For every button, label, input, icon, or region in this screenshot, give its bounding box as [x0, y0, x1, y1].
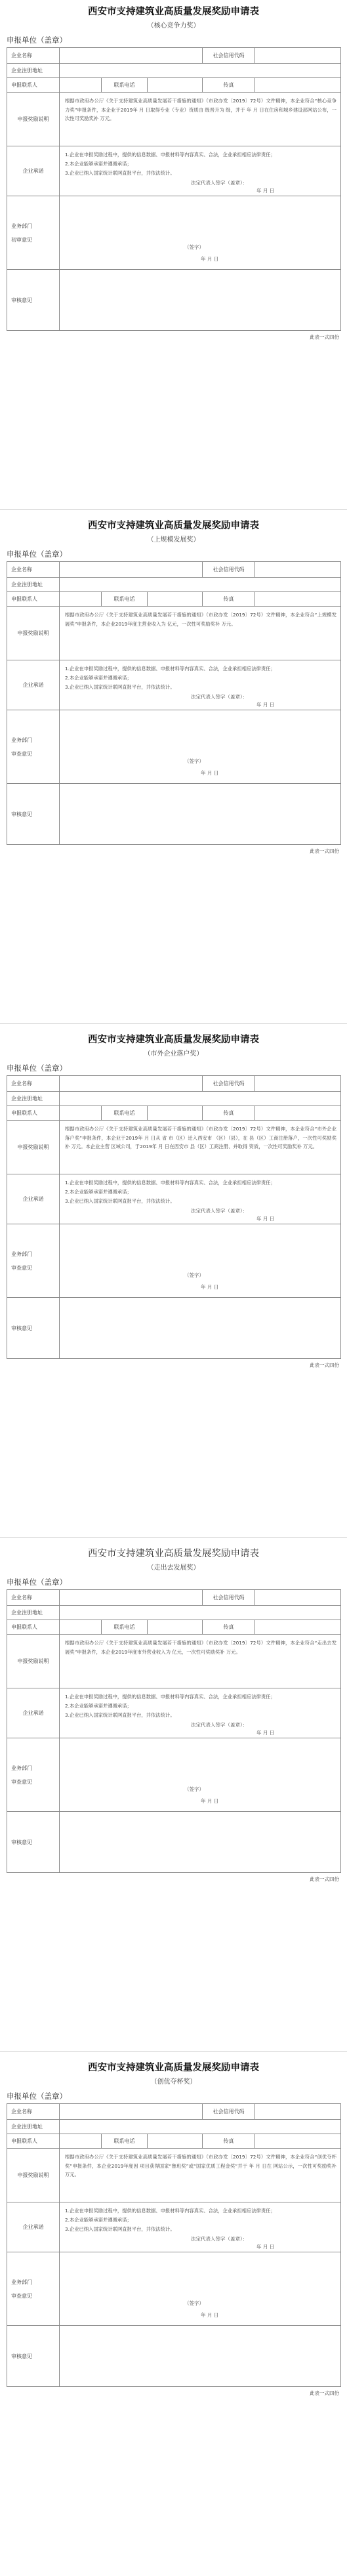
department-sign: （签字） [184, 244, 204, 250]
department-opinion-field[interactable] [60, 1738, 340, 1811]
form-separator [0, 1537, 347, 1538]
form-title: 西安市支持建筑业高质量发展奖励申请表 [88, 1034, 259, 1045]
credit-code-label: 社会信用代码 [203, 562, 255, 577]
review-opinion-field[interactable] [60, 2326, 340, 2386]
commitment-label: 企业承诺 [7, 1688, 60, 1738]
company-name-field[interactable] [60, 48, 203, 63]
commitment-item: 3.企业已纳入国家统计联网直报平台，并依法统计。 [65, 2226, 175, 2232]
form-subtitle: （市外企业落户奖） [144, 1050, 203, 1058]
department-opinion-label-line: 业务部门 [11, 223, 32, 229]
department-opinion-row [7, 1738, 340, 1812]
reward-reason-cell [60, 607, 340, 660]
commitment-label: 企业承诺 [7, 660, 60, 710]
company-name-row [7, 1590, 340, 1606]
company-name-label: 企业名称 [7, 1076, 60, 1091]
department-opinion-label-line: 初审意见 [11, 236, 32, 243]
review-opinion-label: 审核意见 [7, 270, 60, 330]
department-sign: （签字） [184, 1786, 204, 1792]
commitment-label: 企业承诺 [7, 1174, 60, 1224]
commitment-row [7, 2202, 340, 2252]
company-name-field[interactable] [60, 2104, 203, 2119]
registered-address-field[interactable] [60, 1606, 340, 1620]
credit-code-field[interactable] [255, 2104, 340, 2119]
company-name-label: 企业名称 [7, 562, 60, 577]
review-opinion-field[interactable] [60, 270, 340, 330]
applicant-unit-label: 申报单位（盖章） [7, 35, 67, 45]
review-opinion-row [7, 270, 340, 330]
form-subtitle: （核心竞争力奖） [147, 22, 200, 30]
department-opinion-row [7, 2252, 340, 2326]
address-row [7, 1606, 340, 1620]
commitment-cell [60, 1688, 340, 1738]
phone-field[interactable] [148, 1106, 203, 1120]
address-row [7, 2120, 340, 2134]
department-opinion-label-line: 业务部门 [11, 2279, 32, 2285]
registered-address-field[interactable] [60, 2120, 340, 2134]
reward-reason-cell [60, 2149, 340, 2202]
commitment-cell [60, 2202, 340, 2252]
copies-note: 此表一式四份 [310, 1876, 339, 1882]
commitment-item: 3.企业已纳入国家统计联网直报平台，并依法统计。 [65, 170, 175, 176]
review-opinion-label: 审核意见 [7, 2326, 60, 2386]
contact-person-field[interactable] [60, 78, 102, 92]
reward-reason-cell [60, 1635, 340, 1688]
commitment-row [7, 146, 340, 196]
registered-address-label: 企业注册地址 [7, 1092, 60, 1106]
fax-field[interactable] [255, 2134, 340, 2148]
reward-reason-row [7, 1635, 340, 1688]
company-name-row [7, 2104, 340, 2120]
department-sign: （签字） [184, 2300, 204, 2306]
department-opinion-label-line: 审查意见 [11, 750, 32, 757]
contact-row [7, 592, 340, 607]
reward-reason-label: 申报奖励说明 [7, 93, 60, 146]
form-table [7, 2103, 341, 2387]
legal-representative-sign: 法定代表人签字（盖章）： [191, 1208, 248, 1214]
form-table [7, 47, 341, 331]
department-date: 年 月 日 [201, 2312, 219, 2318]
legal-representative-sign: 法定代表人签字（盖章）： [191, 1722, 248, 1728]
copies-note: 此表一式四份 [310, 2390, 339, 2396]
company-name-field[interactable] [60, 1590, 203, 1605]
legal-representative-sign: 法定代表人签字（盖章）： [191, 180, 248, 186]
phone-field[interactable] [148, 2134, 203, 2148]
fax-label: 传真 [203, 2134, 255, 2148]
company-name-label: 企业名称 [7, 48, 60, 63]
fax-field[interactable] [255, 78, 340, 92]
form-separator [0, 1023, 347, 1024]
company-name-field[interactable] [60, 1076, 203, 1091]
commitment-cell [60, 1174, 340, 1224]
reward-reason-label: 申报奖励说明 [7, 1635, 60, 1688]
department-opinion-label [7, 1738, 60, 1811]
department-opinion-field[interactable] [60, 196, 340, 269]
department-opinion-row [7, 710, 340, 784]
copies-note: 此表一式四份 [310, 1362, 339, 1368]
fax-label: 传真 [203, 1106, 255, 1120]
registered-address-field[interactable] [60, 1092, 340, 1106]
form-title: 西安市支持建筑业高质量发展奖励申请表 [88, 1549, 259, 1559]
form-separator [0, 509, 347, 510]
department-opinion-label-line: 审查意见 [11, 1778, 32, 1785]
contact-person-label: 申报联系人 [7, 2134, 60, 2148]
department-date: 年 月 日 [201, 770, 219, 776]
reward-reason-row [7, 1121, 340, 1174]
department-opinion-row [7, 1224, 340, 1298]
application-form [0, 1028, 347, 1540]
department-opinion-row [7, 196, 340, 270]
department-opinion-label-line: 业务部门 [11, 737, 32, 743]
company-name-row [7, 562, 340, 578]
registered-address-label: 企业注册地址 [7, 578, 60, 591]
department-opinion-label-line: 审查意见 [11, 1264, 32, 1271]
credit-code-label: 社会信用代码 [203, 48, 255, 63]
department-opinion-label [7, 710, 60, 783]
phone-label: 联系电话 [102, 1106, 148, 1120]
commitment-item: 3.企业已纳入国家统计联网直报平台，并依法统计。 [65, 684, 175, 690]
contact-row [7, 78, 340, 93]
review-opinion-field[interactable] [60, 784, 340, 844]
contact-person-label: 申报联系人 [7, 1620, 60, 1634]
applicant-unit-label: 申报单位（盖章） [7, 549, 67, 559]
review-opinion-label: 审核意见 [7, 1298, 60, 1358]
registered-address-label: 企业注册地址 [7, 2120, 60, 2134]
reward-reason-row [7, 93, 340, 146]
applicant-unit-label: 申报单位（盖章） [7, 2092, 67, 2101]
department-sign: （签字） [184, 1272, 204, 1278]
fax-field[interactable] [255, 1620, 340, 1634]
legal-representative-date: 年 月 日 [256, 702, 275, 708]
department-opinion-field[interactable] [60, 710, 340, 783]
form-separator [0, 2051, 347, 2052]
company-name-label: 企业名称 [7, 1590, 60, 1605]
form-subtitle: （走出去发展奖） [147, 1564, 200, 1572]
department-sign: （签字） [184, 758, 204, 764]
reward-reason-cell [60, 93, 340, 146]
fax-label: 传真 [203, 592, 255, 606]
company-name-row [7, 48, 340, 64]
review-opinion-label: 审核意见 [7, 1812, 60, 1872]
application-form [0, 514, 347, 1026]
commitment-item: 1.企业在申报奖励过程中，提供的信息数据、申报材料等内容真实、合法，企业承担相应法律责任； [65, 152, 276, 158]
fax-field[interactable] [255, 592, 340, 606]
fax-label: 传真 [203, 1620, 255, 1634]
department-opinion-label-line: 业务部门 [11, 1765, 32, 1771]
department-opinion-label-line: 审查意见 [11, 2292, 32, 2299]
reward-reason-row [7, 607, 340, 660]
reward-reason-label: 申报奖励说明 [7, 1121, 60, 1174]
review-opinion-field[interactable] [60, 1812, 340, 1872]
commitment-row [7, 660, 340, 710]
phone-field[interactable] [148, 592, 203, 606]
department-date: 年 月 日 [201, 256, 219, 262]
reward-reason-row [7, 2149, 340, 2202]
copies-note: 此表一式四份 [310, 334, 339, 340]
contact-row [7, 1106, 340, 1121]
review-opinion-row [7, 1812, 340, 1872]
contact-row [7, 2134, 340, 2149]
reward-reason-text: 根据市政府办公厅《关于支持建筑业高质量发展若干措施的通知》（市政办发〔2019〕72号）文件精神，本企业符合“核心竞争力奖”申报条件，本企业于2019年 月 日取得专业（专业）资质由 级晋升为 级，并于 年 月 日在住房和城乡建设部网站公布，一次性可奖励奖补 万元。 [65, 98, 337, 121]
form-subtitle: （创优夺杯奖） [150, 2078, 197, 2086]
reward-reason-cell [60, 1121, 340, 1174]
applicant-unit-label: 申报单位（盖章） [7, 1578, 67, 1587]
department-date: 年 月 日 [201, 1284, 219, 1290]
copies-note: 此表一式四份 [310, 848, 339, 854]
credit-code-label: 社会信用代码 [203, 1590, 255, 1605]
registered-address-label: 企业注册地址 [7, 64, 60, 77]
legal-representative-date: 年 月 日 [256, 188, 275, 194]
registered-address-label: 企业注册地址 [7, 1606, 60, 1620]
contact-person-label: 申报联系人 [7, 78, 60, 92]
credit-code-field[interactable] [255, 48, 340, 63]
phone-label: 联系电话 [102, 592, 148, 606]
commitment-item: 1.企业在申报奖励过程中，提供的信息数据、申报材料等内容真实、合法，企业承担相应法律责任； [65, 1694, 276, 1700]
form-table [7, 561, 341, 845]
commitment-item: 2.本企业能够承诺并遵循承诺； [65, 1703, 132, 1709]
department-opinion-label [7, 1224, 60, 1297]
department-opinion-field[interactable] [60, 2252, 340, 2325]
commitment-item: 3.企业已纳入国家统计联网直报平台，并依法统计。 [65, 1712, 175, 1718]
legal-representative-date: 年 月 日 [256, 1216, 275, 1222]
registered-address-field[interactable] [60, 64, 340, 77]
phone-label: 联系电话 [102, 78, 148, 92]
legal-representative-sign: 法定代表人签字（盖章）： [191, 694, 248, 700]
form-title: 西安市支持建筑业高质量发展奖励申请表 [88, 2062, 259, 2073]
address-row [7, 1092, 340, 1106]
contact-person-field[interactable] [60, 2134, 102, 2148]
commitment-row [7, 1174, 340, 1224]
commitment-row [7, 1688, 340, 1738]
contact-person-label: 申报联系人 [7, 592, 60, 606]
commitment-item: 1.企业在申报奖励过程中，提供的信息数据、申报材料等内容真实、合法，企业承担相应法律责任； [65, 2208, 276, 2214]
fax-label: 传真 [203, 78, 255, 92]
reward-reason-text: 根据市政府办公厅《关于支持建筑业高质量发展若干措施的通知》（市政办发〔2019〕72号）文件精神，本企业符合“走出去发展奖”申报条件，本企业2019年度市外营业收入为 亿元，一次性可奖励奖补 万元。 [65, 1640, 337, 1655]
reward-reason-text: 根据市政府办公厅《关于支持建筑业高质量发展若干措施的通知》（市政办发〔2019〕72号）文件精神，本企业符合“市外企业落户奖”申报条件，本企业于2019年 月 日从 省 市（区）迁入西安市 （区）（县），在 县（区）工商注册落户，一次性可奖励奖补 万元。本企业主营 区域公司，于2019年 月 日在西安市 县（区）工商注册、并取得 资质，一次性可奖励奖补 万元。 [65, 1126, 337, 1149]
company-name-row [7, 1076, 340, 1092]
contact-person-field[interactable] [60, 1106, 102, 1120]
commitment-item: 2.本企业能够承诺并遵循承诺； [65, 161, 132, 167]
review-opinion-field[interactable] [60, 1298, 340, 1358]
form-subtitle: （上规模发展奖） [147, 536, 200, 544]
contact-person-field[interactable] [60, 1620, 102, 1634]
commitment-cell [60, 146, 340, 196]
phone-label: 联系电话 [102, 1620, 148, 1634]
reward-reason-text: 根据市政府办公厅《关于支持建筑业高质量发展若干措施的通知》（市政办发〔2019〕72号）文件精神，本企业符合“上规模发展奖”申报条件，本企业2019年度主营业收入为 亿元，一次性可奖励奖补 万元。 [65, 612, 337, 627]
review-opinion-label: 审核意见 [7, 784, 60, 844]
credit-code-label: 社会信用代码 [203, 1076, 255, 1091]
legal-representative-sign: 法定代表人签字（盖章）： [191, 2236, 248, 2242]
contact-person-label: 申报联系人 [7, 1106, 60, 1120]
department-date: 年 月 日 [201, 1798, 219, 1804]
department-opinion-label [7, 2252, 60, 2325]
company-name-label: 企业名称 [7, 2104, 60, 2119]
commitment-item: 2.本企业能够承诺并遵循承诺； [65, 2217, 132, 2223]
commitment-label: 企业承诺 [7, 146, 60, 196]
address-row [7, 64, 340, 78]
department-opinion-label [7, 196, 60, 269]
address-row [7, 578, 340, 592]
commitment-item: 2.本企业能够承诺并遵循承诺； [65, 675, 132, 681]
contact-row [7, 1620, 340, 1635]
form-table [7, 1589, 341, 1873]
application-form [0, 0, 347, 512]
registered-address-field[interactable] [60, 578, 340, 591]
credit-code-field[interactable] [255, 562, 340, 577]
phone-field[interactable] [148, 1620, 203, 1634]
form-title: 西安市支持建筑业高质量发展奖励申请表 [88, 520, 259, 531]
applicant-unit-label: 申报单位（盖章） [7, 1063, 67, 1073]
application-form [0, 1542, 347, 2054]
form-title: 西安市支持建筑业高质量发展奖励申请表 [88, 6, 259, 17]
credit-code-label: 社会信用代码 [203, 2104, 255, 2119]
reward-reason-text: 根据市政府办公厅《关于支持建筑业高质量发展若干措施的通知》（市政办发〔2019〕72号）文件精神，本企业符合“创优夺杯奖”申报条件，本企业2019年度因 项目获得国家“鲁班奖”或“国家优质工程金奖”并于 年 月 日在 网站公示，一次性可奖励奖补 万元。 [65, 2154, 337, 2178]
phone-label: 联系电话 [102, 2134, 148, 2148]
form-table [7, 1075, 341, 1359]
department-opinion-label-line: 业务部门 [11, 1251, 32, 1257]
credit-code-field[interactable] [255, 1590, 340, 1605]
commitment-item: 1.企业在申报奖励过程中，提供的信息数据、申报材料等内容真实、合法，企业承担相应法律责任； [65, 666, 276, 672]
fax-field[interactable] [255, 1106, 340, 1120]
review-opinion-row [7, 784, 340, 844]
review-opinion-row [7, 1298, 340, 1358]
company-name-field[interactable] [60, 562, 203, 577]
commitment-label: 企业承诺 [7, 2202, 60, 2252]
department-opinion-field[interactable] [60, 1224, 340, 1297]
commitment-item: 3.企业已纳入国家统计联网直报平台，并依法统计。 [65, 1198, 175, 1204]
reward-reason-label: 申报奖励说明 [7, 2149, 60, 2202]
legal-representative-date: 年 月 日 [256, 2244, 275, 2250]
reward-reason-label: 申报奖励说明 [7, 607, 60, 660]
contact-person-field[interactable] [60, 592, 102, 606]
commitment-item: 2.本企业能够承诺并遵循承诺； [65, 1189, 132, 1195]
legal-representative-date: 年 月 日 [256, 1730, 275, 1736]
commitment-cell [60, 660, 340, 710]
review-opinion-row [7, 2326, 340, 2386]
credit-code-field[interactable] [255, 1076, 340, 1091]
application-form [0, 2056, 347, 2568]
phone-field[interactable] [148, 78, 203, 92]
commitment-item: 1.企业在申报奖励过程中，提供的信息数据、申报材料等内容真实、合法，企业承担相应法律责任； [65, 1180, 276, 1186]
